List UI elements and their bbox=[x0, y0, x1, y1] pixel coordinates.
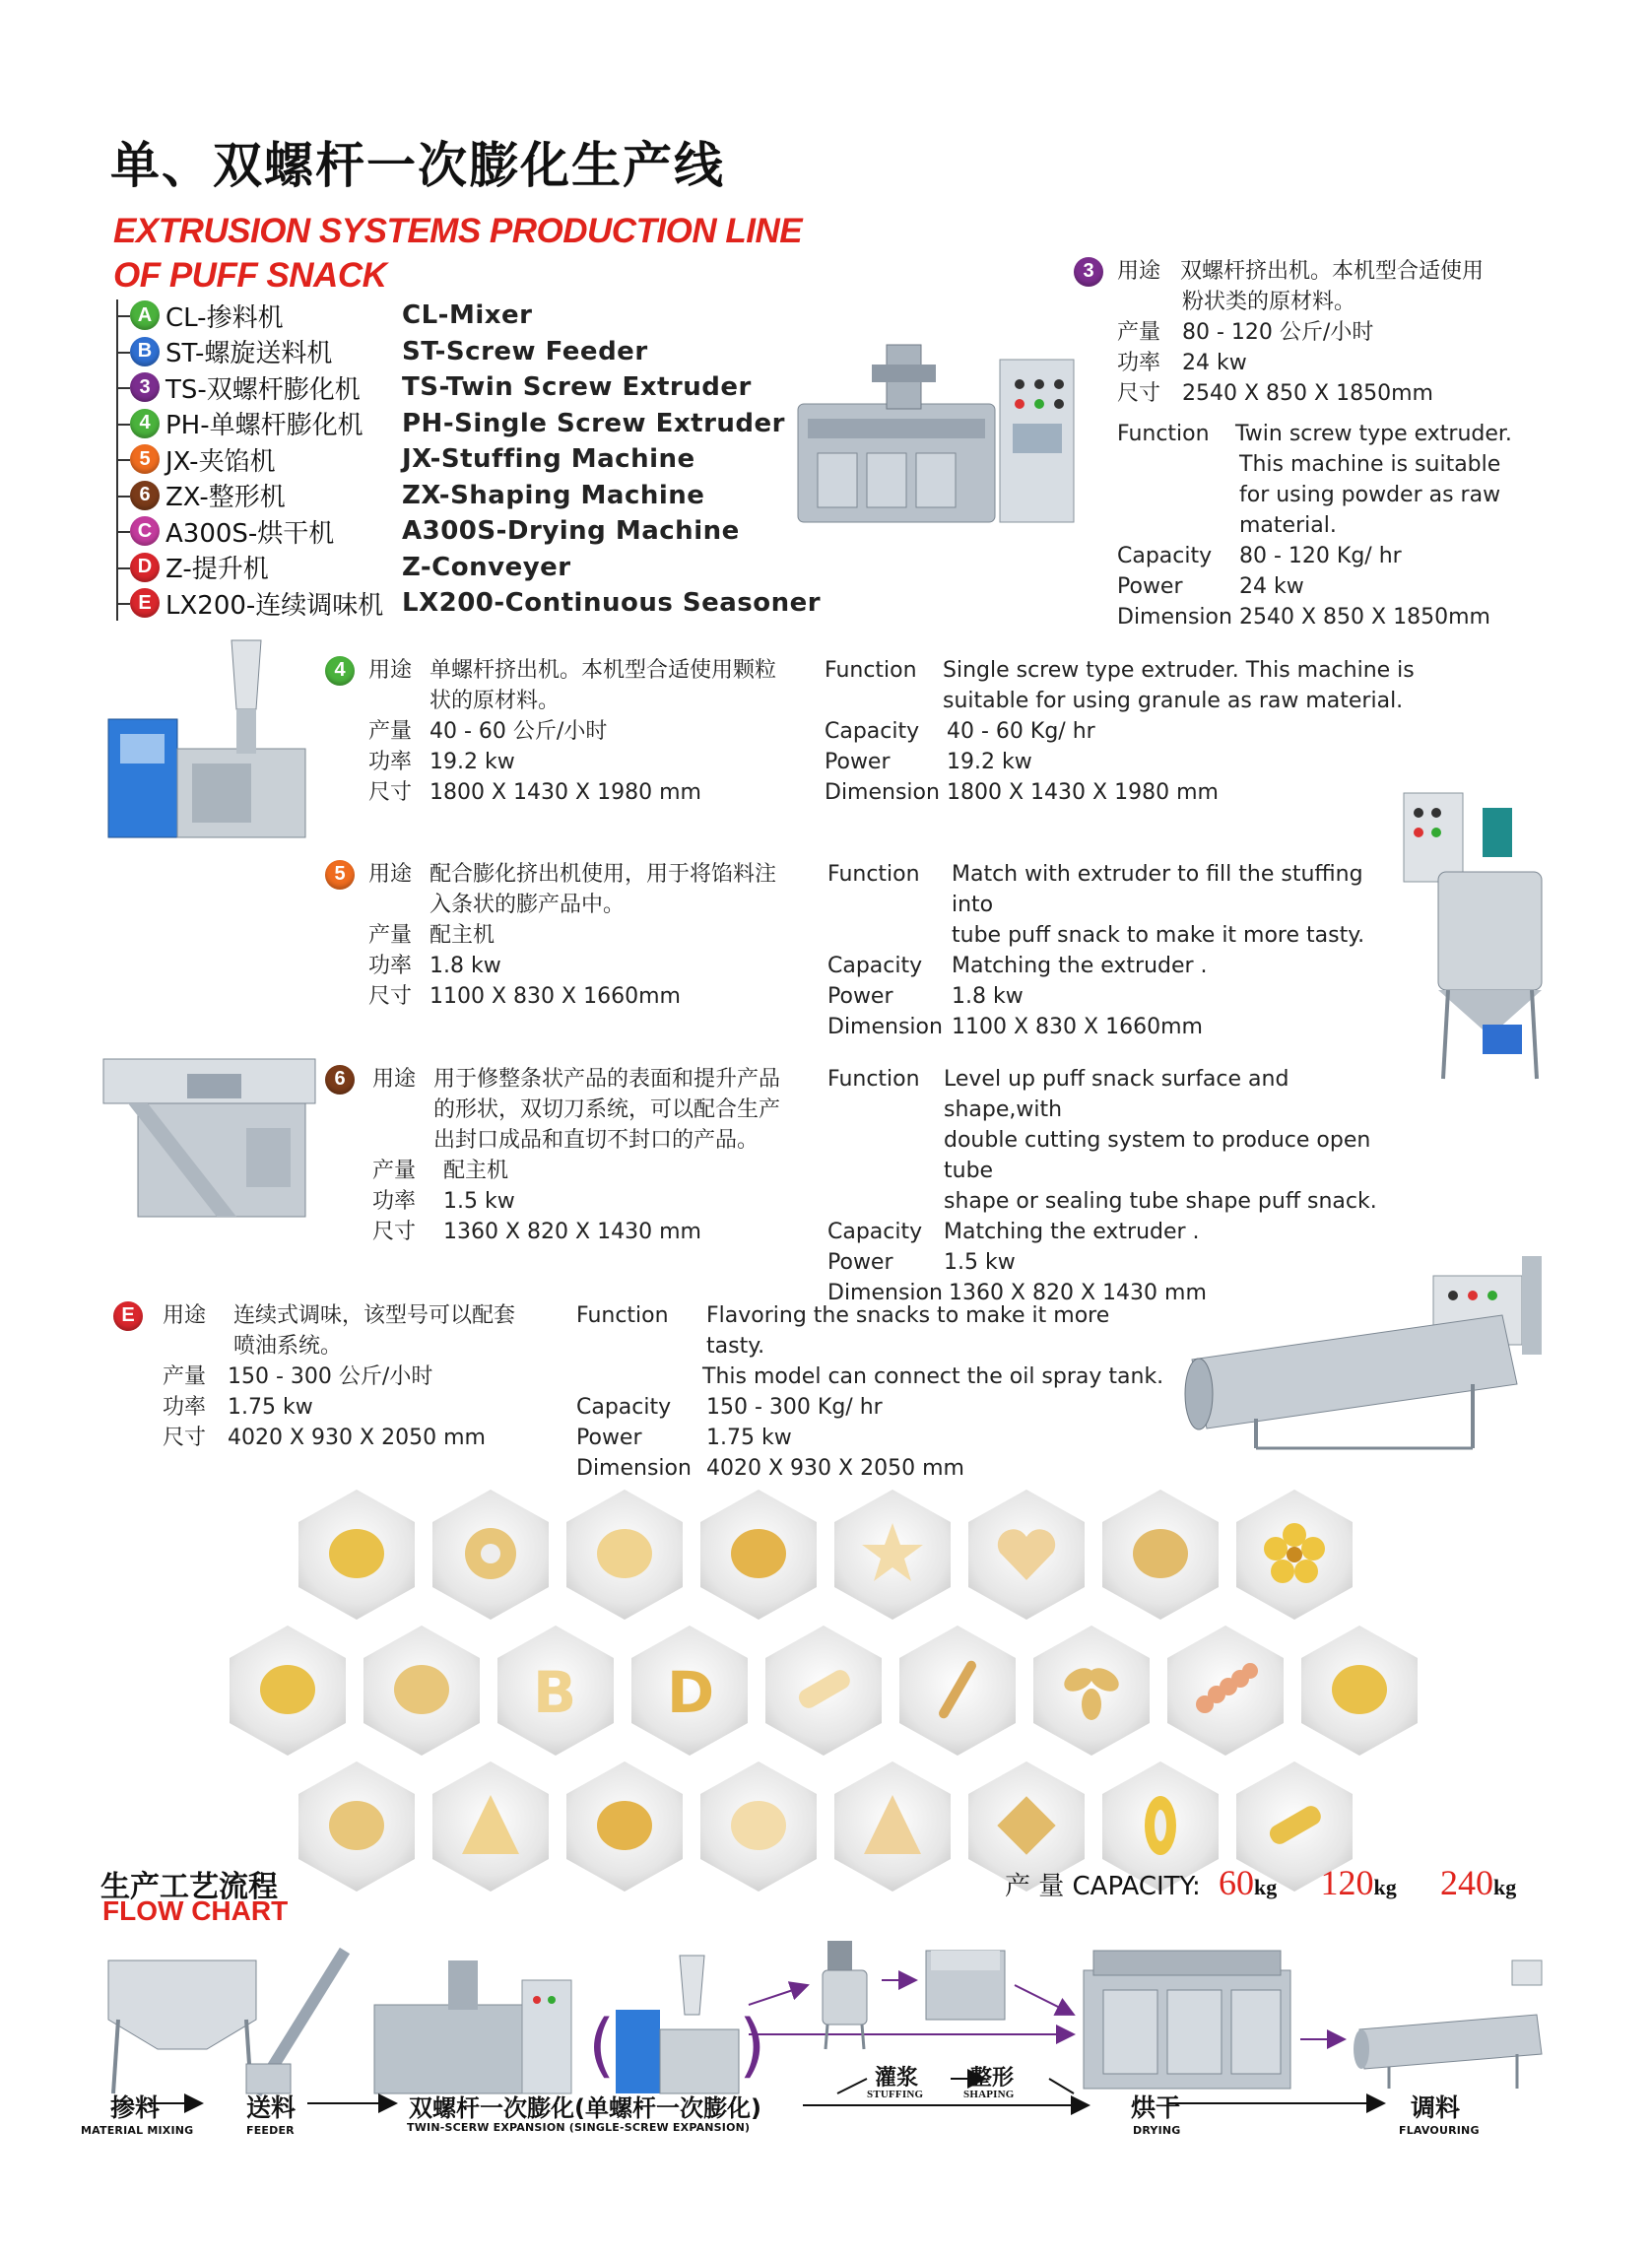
power-label: 功率 bbox=[372, 1189, 417, 1214]
snack-cone bbox=[456, 1791, 525, 1860]
size-value: 1100 X 830 X 1660mm bbox=[430, 984, 681, 1009]
snack-tile bbox=[363, 1626, 480, 1756]
seasoner-image bbox=[1177, 1246, 1571, 1453]
output-value: 配主机 bbox=[430, 923, 496, 948]
snack-ring bbox=[456, 1519, 525, 1588]
snack-letter-d bbox=[655, 1655, 724, 1724]
use-text-2: 喷油系统。 bbox=[233, 1334, 343, 1359]
function-line-1: Flavoring the snacks to make it more tasty. bbox=[706, 1303, 1110, 1359]
snack-letter-b bbox=[521, 1655, 590, 1724]
use-text-3: 出封口成品和直切不封口的产品。 bbox=[433, 1128, 760, 1153]
snack-ball bbox=[322, 1519, 391, 1588]
legend-en: TS-Twin Screw Extruder bbox=[402, 372, 752, 403]
output-label: 产量 bbox=[163, 1364, 207, 1389]
use-label: 用途 bbox=[1117, 259, 1161, 284]
step-mixing-en: MATERIAL MIXING bbox=[81, 2124, 194, 2137]
dimension-value: 1800 X 1430 X 1980 mm bbox=[947, 780, 1219, 805]
legend-item bbox=[116, 513, 826, 550]
size-value: 2540 X 850 X 1850mm bbox=[1182, 381, 1433, 406]
legend-item bbox=[116, 550, 826, 586]
legend-badge: E bbox=[130, 588, 160, 618]
output-label: 产量 bbox=[372, 1159, 417, 1183]
snack-twist-stick bbox=[923, 1655, 992, 1724]
capacity-label: Capacity bbox=[827, 1220, 923, 1244]
capacity-value: 40 - 60 Kg/ hr bbox=[947, 719, 1095, 744]
output-value: 150 - 300 公斤/小时 bbox=[228, 1364, 433, 1389]
power-label: 功率 bbox=[1117, 351, 1161, 375]
step-mixing: 掺料 bbox=[110, 2093, 161, 2122]
function-line-2: suitable for using granule as raw material. bbox=[943, 689, 1404, 713]
use-text-2: 粉状类的原材料。 bbox=[1182, 290, 1356, 314]
single-screw-spec-en bbox=[825, 655, 1416, 808]
dimension-label: Dimension bbox=[825, 780, 940, 805]
power-value: 1.75 kw bbox=[228, 1395, 313, 1420]
legend-badge: D bbox=[130, 553, 160, 582]
legend-en: ST-Screw Feeder bbox=[402, 336, 648, 366]
snack-tile bbox=[1102, 1490, 1219, 1620]
legend-en: ZX-Shaping Machine bbox=[402, 480, 705, 510]
snack-tile bbox=[899, 1626, 1016, 1756]
legend-tick bbox=[116, 352, 130, 354]
size-label: 尺寸 bbox=[368, 984, 413, 1009]
dimension-value: 1100 X 830 X 1660mm bbox=[952, 1015, 1203, 1039]
legend-tick bbox=[116, 496, 130, 498]
snack-disc bbox=[590, 1791, 659, 1860]
seasoner-spec-en bbox=[576, 1300, 1167, 1484]
function-label: Function bbox=[576, 1303, 669, 1328]
use-label: 用途 bbox=[372, 1067, 417, 1092]
power-value: 24 kw bbox=[1182, 351, 1247, 375]
capacity-line bbox=[1005, 1862, 1516, 1903]
step-feeding-en: FEEDER bbox=[246, 2124, 295, 2137]
step-stuffing: 灌浆 bbox=[875, 2066, 919, 2091]
step-shaping: 整形 bbox=[970, 2066, 1015, 2091]
snack-bear bbox=[724, 1791, 793, 1860]
capacity-label: Capacity bbox=[825, 719, 920, 744]
legend-cn: Z-提升机 bbox=[165, 555, 269, 585]
snack-tile bbox=[1167, 1626, 1284, 1756]
legend-item bbox=[116, 441, 826, 478]
capacity-unit: kg bbox=[1493, 1875, 1517, 1899]
single-screw-spec-cn bbox=[325, 655, 818, 808]
legend-item bbox=[116, 406, 826, 442]
legend-en: CL-Mixer bbox=[402, 300, 533, 331]
subtitle-line-1: EXTRUSION SYSTEMS PRODUCTION LINE bbox=[113, 212, 803, 250]
power-en-label: Power bbox=[825, 750, 891, 774]
legend-cn: PH-单螺杆膨化机 bbox=[165, 411, 363, 441]
legend-badge: A bbox=[130, 300, 160, 330]
page-title: 单、双螺杆一次膨化生产线 bbox=[110, 137, 725, 194]
capacity-label: Capacity bbox=[827, 954, 923, 978]
capacity-value: Matching the extruder . bbox=[944, 1220, 1200, 1244]
dimension-value: 2540 X 850 X 1850mm bbox=[1239, 605, 1490, 630]
snack-oval bbox=[1126, 1791, 1195, 1860]
function-line-3: shape or sealing tube shape puff snack. bbox=[944, 1189, 1377, 1214]
legend-cn: LX200-连续调味机 bbox=[165, 590, 384, 621]
capacity-240: 240 bbox=[1440, 1863, 1494, 1902]
legend-item bbox=[116, 369, 826, 406]
power-en-value: 24 kw bbox=[1239, 574, 1304, 599]
power-en-value: 1.8 kw bbox=[952, 984, 1024, 1009]
dimension-label: Dimension bbox=[576, 1456, 692, 1481]
snack-flower bbox=[1260, 1519, 1329, 1588]
badge-4: 4 bbox=[325, 656, 355, 686]
seasoner-spec-cn bbox=[113, 1300, 576, 1453]
function-label: Function bbox=[827, 862, 920, 887]
use-label: 用途 bbox=[368, 862, 413, 887]
badge-e: E bbox=[113, 1301, 143, 1331]
snack-tile bbox=[432, 1490, 549, 1620]
snack-shell bbox=[387, 1655, 456, 1724]
function-line-1: Twin screw type extruder. bbox=[1235, 422, 1512, 446]
function-line-2: tube puff snack to make it more tasty. bbox=[952, 923, 1365, 948]
power-en-label: Power bbox=[1117, 574, 1183, 599]
snack-curl bbox=[322, 1791, 391, 1860]
snack-tile bbox=[834, 1761, 951, 1892]
badge-3: 3 bbox=[1074, 257, 1103, 287]
snack-heart bbox=[992, 1519, 1061, 1588]
function-line-1: Level up puff snack surface and shape,with bbox=[944, 1067, 1289, 1122]
power-value: 19.2 kw bbox=[430, 750, 515, 774]
size-value: 4020 X 930 X 2050 mm bbox=[228, 1426, 486, 1450]
snack-tile bbox=[1033, 1626, 1150, 1756]
power-en-label: Power bbox=[827, 984, 893, 1009]
svg-text:D: D bbox=[667, 1659, 715, 1724]
power-en-value: 19.2 kw bbox=[947, 750, 1032, 774]
use-text-2: 的形状，双切刀系统，可以配合生产 bbox=[433, 1097, 781, 1122]
step-drying: 烘干 bbox=[1131, 2093, 1181, 2122]
step-flavouring: 调料 bbox=[1411, 2093, 1461, 2122]
legend-tick bbox=[116, 531, 130, 533]
snack-square bbox=[992, 1791, 1061, 1860]
dimension-label: Dimension bbox=[1117, 605, 1232, 630]
power-label: 功率 bbox=[163, 1395, 207, 1420]
flow-stuffing-image bbox=[823, 1941, 867, 2049]
legend-en: LX200-Continuous Seasoner bbox=[402, 588, 822, 619]
svg-text:): ) bbox=[739, 2005, 766, 2086]
snack-triangle bbox=[858, 1791, 927, 1860]
legend-item bbox=[116, 585, 826, 622]
size-value: 1360 X 820 X 1430 mm bbox=[443, 1220, 701, 1244]
dimension-value: 1360 X 820 X 1430 mm bbox=[948, 1281, 1207, 1305]
output-label: 产量 bbox=[368, 719, 413, 744]
legend-item bbox=[116, 298, 826, 334]
function-line-2: This model can connect the oil spray tank. bbox=[702, 1364, 1164, 1389]
snack-tile bbox=[566, 1490, 683, 1620]
snack-tile bbox=[432, 1761, 549, 1892]
snack-tile bbox=[497, 1626, 614, 1756]
snack-tile bbox=[631, 1626, 748, 1756]
snack-tile bbox=[765, 1626, 882, 1756]
snack-tile bbox=[1236, 1490, 1353, 1620]
snack-tile bbox=[834, 1490, 951, 1620]
use-text-2: 入条状的膨产品中。 bbox=[430, 893, 626, 917]
svg-text:B: B bbox=[533, 1659, 577, 1724]
function-line-2: double cutting system to produce open tube bbox=[944, 1128, 1371, 1183]
size-label: 尺寸 bbox=[372, 1220, 417, 1244]
power-label: 功率 bbox=[368, 954, 413, 978]
capacity-label: 产 量 CAPACITY: bbox=[1005, 1872, 1201, 1901]
flow-title-en: FLOW CHART bbox=[102, 1895, 289, 1926]
legend-en: PH-Single Screw Extruder bbox=[402, 408, 785, 438]
function-label: Function bbox=[825, 658, 917, 683]
capacity-value: Matching the extruder . bbox=[952, 954, 1208, 978]
snack-tile bbox=[700, 1761, 817, 1892]
legend-badge: 6 bbox=[130, 481, 160, 510]
step-flavouring-en: FLAVOURING bbox=[1399, 2124, 1480, 2137]
legend-tick bbox=[116, 459, 130, 461]
function-line-3: for using powder as raw bbox=[1239, 483, 1501, 507]
legend-badge: 5 bbox=[130, 444, 160, 474]
stuffing-spec-en bbox=[827, 859, 1399, 1042]
function-line-4: material. bbox=[1239, 513, 1337, 538]
legend-cn: CL-掺料机 bbox=[165, 302, 284, 333]
snack-cat bbox=[253, 1655, 322, 1724]
size-label: 尺寸 bbox=[163, 1426, 207, 1450]
snack-star bbox=[858, 1519, 927, 1588]
use-text: 连续式调味，该型号可以配套 bbox=[233, 1303, 516, 1328]
stuffing-machine-image bbox=[1399, 788, 1547, 1084]
size-value: 1800 X 1430 X 1980 mm bbox=[430, 780, 701, 805]
badge-5: 5 bbox=[325, 860, 355, 890]
snack-tile bbox=[566, 1761, 683, 1892]
svg-text:(: ( bbox=[588, 2005, 616, 2086]
snack-tile bbox=[968, 1490, 1085, 1620]
output-value: 配主机 bbox=[443, 1159, 509, 1183]
step-expansion-en: TWIN-SCERW EXPANSION (SINGLE-SCREW EXPANSION) bbox=[407, 2121, 751, 2134]
capacity-unit: kg bbox=[1253, 1875, 1278, 1899]
use-text: 用于修整条状产品的表面和提升产品 bbox=[433, 1067, 781, 1092]
snack-crab bbox=[724, 1519, 793, 1588]
subtitle-line-2: OF PUFF SNACK bbox=[113, 256, 387, 295]
legend-en: A300S-Drying Machine bbox=[402, 516, 740, 547]
snack-tile bbox=[1301, 1626, 1418, 1756]
power-label: 功率 bbox=[368, 750, 413, 774]
power-en-label: Power bbox=[576, 1426, 642, 1450]
use-text: 配合膨化挤出机使用，用于将馅料注 bbox=[430, 862, 777, 887]
step-shaping-en: SHAPING bbox=[963, 2089, 1015, 2100]
function-line-2: This machine is suitable bbox=[1239, 452, 1501, 477]
legend-cn: TS-双螺杆膨化机 bbox=[165, 374, 361, 405]
snack-caterpillar bbox=[1191, 1655, 1260, 1724]
legend-badge: 4 bbox=[130, 409, 160, 438]
capacity-60: 60 bbox=[1218, 1863, 1254, 1902]
snack-tile bbox=[298, 1490, 415, 1620]
capacity-value: 80 - 120 Kg/ hr bbox=[1239, 544, 1402, 568]
flow-shaping-image bbox=[926, 1951, 1005, 2020]
power-en-value: 1.75 kw bbox=[706, 1426, 792, 1450]
legend-badge: C bbox=[130, 516, 160, 546]
legend-en: JX-Stuffing Machine bbox=[402, 444, 695, 475]
legend-cn: ZX-整形机 bbox=[165, 483, 286, 513]
shaping-machine-image bbox=[99, 1039, 325, 1236]
legend-cn: JX-夹馅机 bbox=[165, 446, 276, 477]
twin-screw-extruder-image bbox=[788, 325, 1084, 542]
function-line-1: Single screw type extruder. This machine is bbox=[943, 658, 1415, 683]
output-value: 80 - 120 公斤/小时 bbox=[1182, 320, 1374, 345]
legend-tick bbox=[116, 387, 130, 389]
step-drying-en: DRYING bbox=[1133, 2124, 1181, 2137]
function-label: Function bbox=[827, 1067, 920, 1092]
dimension-label: Dimension bbox=[827, 1015, 943, 1039]
use-text-2: 状的原材料。 bbox=[430, 689, 561, 713]
legend-item bbox=[116, 478, 826, 514]
twin-screw-spec bbox=[1074, 256, 1625, 632]
snack-tile bbox=[298, 1761, 415, 1892]
capacity-value: 150 - 300 Kg/ hr bbox=[706, 1395, 883, 1420]
capacity-label: Capacity bbox=[1117, 544, 1213, 568]
capacity-label: Capacity bbox=[576, 1395, 672, 1420]
output-label: 产量 bbox=[1117, 320, 1161, 345]
power-en-label: Power bbox=[827, 1250, 893, 1275]
use-text: 单螺杆挤出机。本机型合适使用颗粒 bbox=[430, 658, 777, 683]
power-value: 1.8 kw bbox=[430, 954, 501, 978]
legend-item bbox=[116, 334, 826, 370]
step-stuffing-en: STUFFING bbox=[867, 2089, 924, 2100]
legend-tick bbox=[116, 567, 130, 569]
snack-peanut bbox=[590, 1519, 659, 1588]
legend-list bbox=[116, 298, 826, 622]
capacity-120: 120 bbox=[1320, 1863, 1374, 1902]
snack-dinosaur bbox=[1126, 1519, 1195, 1588]
legend-tick bbox=[116, 424, 130, 426]
use-label: 用途 bbox=[163, 1303, 207, 1328]
snack-trefoil bbox=[1057, 1655, 1126, 1724]
power-en-value: 1.5 kw bbox=[944, 1250, 1016, 1275]
dimension-value: 4020 X 930 X 2050 mm bbox=[706, 1456, 964, 1481]
snack-tile bbox=[700, 1490, 817, 1620]
function-line-1: Match with extruder to fill the stuffing into bbox=[952, 862, 1363, 917]
dimension-label: Dimension bbox=[827, 1281, 943, 1305]
snack-tile bbox=[230, 1626, 346, 1756]
legend-cn: A300S-烘干机 bbox=[165, 518, 335, 549]
badge-6: 6 bbox=[325, 1065, 355, 1095]
legend-badge: B bbox=[130, 337, 160, 366]
shaping-spec-cn bbox=[325, 1064, 837, 1247]
size-label: 尺寸 bbox=[368, 780, 413, 805]
legend-badge: 3 bbox=[130, 372, 160, 402]
single-screw-extruder-image bbox=[99, 631, 315, 847]
legend-tick bbox=[116, 315, 130, 317]
power-value: 1.5 kw bbox=[443, 1189, 515, 1214]
snack-bar bbox=[1260, 1791, 1329, 1860]
flow-title-cn: 生产工艺流程 bbox=[100, 1870, 278, 1904]
step-feeding: 送料 bbox=[246, 2093, 297, 2122]
step-expansion: 双螺杆一次膨化(单螺杆一次膨化) bbox=[409, 2094, 761, 2122]
output-label: 产量 bbox=[368, 923, 413, 948]
function-label: Function bbox=[1117, 422, 1210, 446]
snack-cashew bbox=[1325, 1655, 1394, 1724]
stuffing-spec-cn bbox=[325, 859, 818, 1012]
legend-en: Z-Conveyer bbox=[402, 552, 571, 582]
legend-cn: ST-螺旋送料机 bbox=[165, 339, 333, 369]
capacity-unit: kg bbox=[1373, 1875, 1397, 1899]
use-label: 用途 bbox=[368, 658, 413, 683]
output-value: 40 - 60 公斤/小时 bbox=[430, 719, 608, 744]
use-text: 双螺杆挤出机。本机型合适使用 bbox=[1180, 259, 1485, 284]
snack-stick bbox=[789, 1655, 858, 1724]
size-label: 尺寸 bbox=[1117, 381, 1161, 406]
legend-tick bbox=[116, 603, 130, 605]
